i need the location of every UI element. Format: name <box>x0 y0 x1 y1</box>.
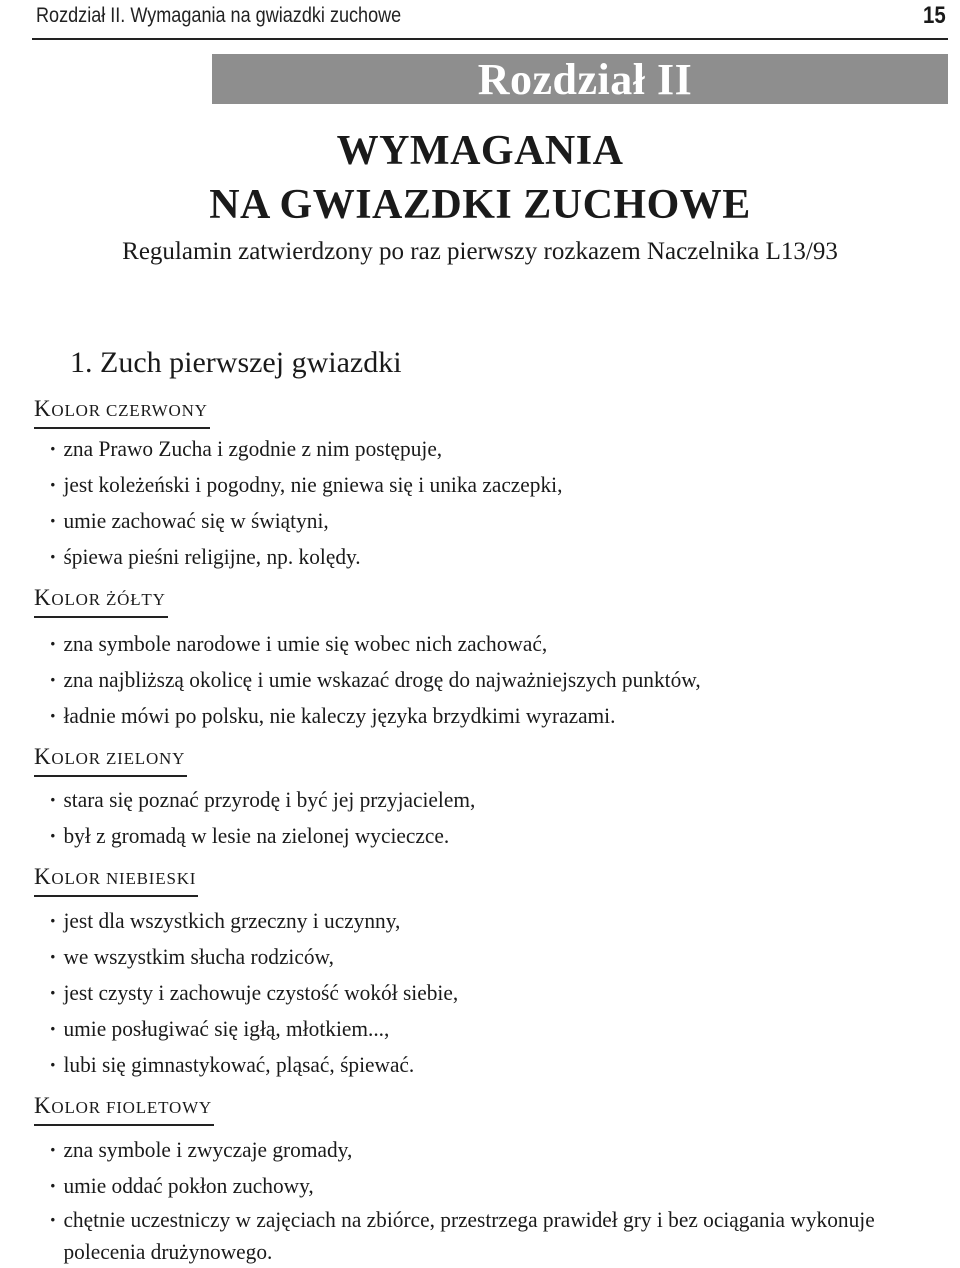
list-item: · zna symbole narodowe i umie się wobec nich zachować, <box>34 626 889 662</box>
chapter-banner <box>212 54 948 104</box>
list-item: · ładnie mówi po polsku, nie kaleczy języka brzydkimi wyrazami. <box>34 698 889 734</box>
chapter-label: Rozdział II <box>477 54 693 104</box>
requirement-list <box>34 782 934 854</box>
section-heading: 1. Zuch pierwszej gwiazdki <box>70 346 402 379</box>
list-item: · jest dla wszystkich grzeczny i uczynny, <box>34 903 889 939</box>
bullet-icon: · <box>49 1207 57 1232</box>
requirement-list <box>34 626 934 734</box>
list-item: · chętnie uczestniczy w zajęciach na zbiórce, przestrzega prawideł gry i bez ociągania wykonuje polecenia drużynowego. <box>34 1204 937 1268</box>
bullet-icon: · <box>49 1016 57 1041</box>
list-item: · zna symbole i zwyczaje gromady, <box>34 1132 889 1168</box>
bullet-icon: · <box>49 1052 57 1077</box>
bullet-icon: · <box>49 631 57 656</box>
bullet-icon: · <box>49 703 57 728</box>
list-item: · we wszystkim słucha rodziców, <box>34 939 889 975</box>
list-item: · śpiewa pieśni religijne, np. kolędy. <box>34 539 889 575</box>
group-label: KOLOR NIEBIESKI <box>34 864 198 897</box>
group-label: KOLOR ZIELONY <box>34 744 187 777</box>
bullet-icon: · <box>49 944 57 969</box>
title-line-1: WYMAGANIA <box>336 128 624 174</box>
running-header <box>32 0 948 40</box>
requirement-list <box>34 903 934 1083</box>
bullet-icon: · <box>49 980 57 1005</box>
list-item: · był z gromadą w lesie na zielonej wycieczce. <box>34 818 889 854</box>
bullet-icon: · <box>49 544 57 569</box>
bullet-icon: · <box>49 508 57 533</box>
bullet-icon: · <box>49 472 57 497</box>
group-label: KOLOR ŻÓŁTY <box>34 585 168 618</box>
group-kolor-niebieski <box>34 864 934 1083</box>
list-item: · umie oddać pokłon zuchowy, <box>34 1168 889 1204</box>
requirement-list <box>34 431 934 575</box>
group-label: KOLOR FIOLETOWY <box>34 1093 214 1126</box>
group-kolor-czerwony <box>34 396 934 575</box>
bullet-icon: · <box>49 436 57 461</box>
group-label: KOLOR CZERWONY <box>34 396 210 429</box>
title-line-2: NA GWIAZDKI ZUCHOWE <box>209 182 751 228</box>
bullet-icon: · <box>49 667 57 692</box>
list-item: · zna Prawo Zucha i zgodnie z nim postępuje, <box>34 431 889 467</box>
list-item: · lubi się gimnastykować, pląsać, śpiewać. <box>34 1047 889 1083</box>
list-item: · jest czysty i zachowuje czystość wokół siebie, <box>34 975 889 1011</box>
bullet-icon: · <box>49 908 57 933</box>
bullet-icon: · <box>49 1137 57 1162</box>
list-item: · umie posługiwać się igłą, młotkiem..., <box>34 1011 889 1047</box>
group-kolor-zielony <box>34 744 934 854</box>
running-title: Rozdział II. Wymagania na gwiazdki zuchowe <box>36 4 402 27</box>
list-item: · stara się poznać przyrodę i być jej przyjacielem, <box>34 782 889 818</box>
bullet-icon: · <box>49 787 57 812</box>
list-item: · jest koleżeński i pogodny, nie gniewa się i unika zaczepki, <box>34 467 889 503</box>
bullet-icon: · <box>49 1173 57 1198</box>
subtitle: Regulamin zatwierdzony po raz pierwszy rozkazem Naczelnika L13/93 <box>122 238 838 265</box>
page-title <box>0 124 960 232</box>
group-kolor-fioletowy <box>34 1093 934 1268</box>
requirement-list <box>34 1132 934 1268</box>
group-kolor-zolty <box>34 585 934 734</box>
list-item: · umie zachować się w świątyni, <box>34 503 889 539</box>
bullet-icon: · <box>49 823 57 848</box>
requirements-content <box>34 396 934 1268</box>
list-item: · zna najbliższą okolicę i umie wskazać drogę do najważniejszych punktów, <box>34 662 889 698</box>
page-number: 15 <box>923 2 946 29</box>
